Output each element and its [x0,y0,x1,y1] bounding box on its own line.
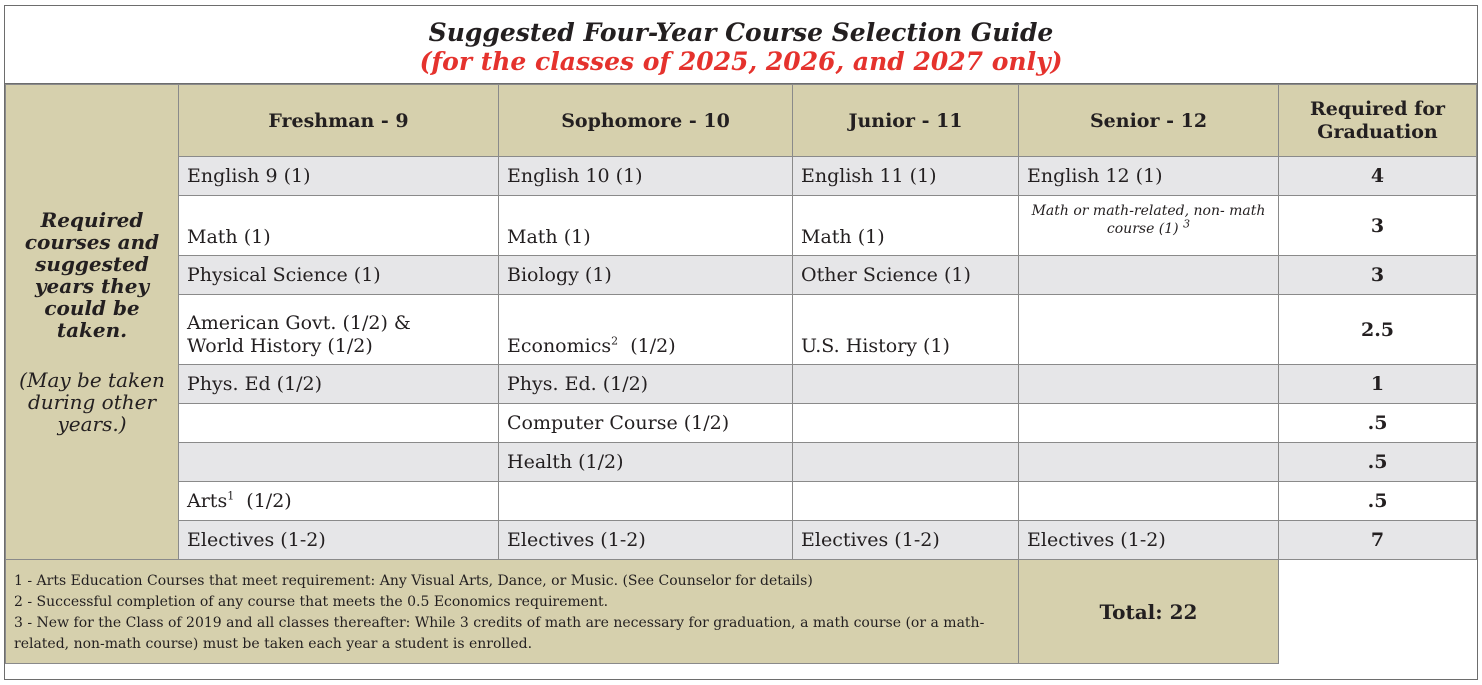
cell-junior [793,443,1019,482]
table-row [6,365,1477,404]
table-row [6,443,1477,482]
cell-sophomore: Biology (1) [499,256,793,295]
cell-required: 3 [1279,256,1477,295]
title-area [5,6,1477,84]
cell-senior: English 12 (1) [1019,157,1279,196]
cell-senior [1019,443,1279,482]
cell-junior: U.S. History (1) [793,295,1019,365]
cell-freshman: Electives (1-2) [179,521,499,560]
header-junior: Junior - 11 [793,85,1019,157]
cell-freshman [179,482,499,521]
cell-freshman: Math (1) [179,196,499,256]
cell-text: Arts [187,489,228,512]
table-row [6,256,1477,295]
cell-junior: Math (1) [793,196,1019,256]
table-row [6,482,1477,521]
cell-required: .5 [1279,404,1477,443]
side-label [6,85,179,560]
cell-freshman: English 9 (1) [179,157,499,196]
cell-junior: Other Science (1) [793,256,1019,295]
cell-freshman [179,443,499,482]
math-note-text: Math or math-related, non- math course (1) [1031,203,1266,237]
cell-sophomore [499,295,793,365]
cell-senior [1019,295,1279,365]
cell-senior [1019,404,1279,443]
table-row [6,295,1477,365]
cell-junior [793,404,1019,443]
cell-sophomore: Computer Course (1/2) [499,404,793,443]
cell-sophomore: Math (1) [499,196,793,256]
cell-text: Economics [507,335,612,357]
footnote-marker: 1 [227,489,235,503]
cell-line: World History (1/2) [187,335,373,357]
cell-sophomore: Health (1/2) [499,443,793,482]
cell-freshman [179,295,499,365]
cell-junior [793,365,1019,404]
header-senior: Senior - 12 [1019,85,1279,157]
course-guide [4,5,1478,680]
table-row [6,521,1477,560]
footnotes [6,560,1019,664]
cell-text: (1/2) [630,335,676,357]
footnote-1: 1 - Arts Education Courses that meet requirement: Any Visual Arts, Dance, or Music. (See Counselor for details) [14,572,813,589]
cell-required: 1 [1279,365,1477,404]
header-sophomore: Sophomore - 10 [499,85,793,157]
total-credits: Total: 22 [1019,560,1279,664]
course-table [5,84,1477,664]
cell-senior [1019,256,1279,295]
cell-required: .5 [1279,482,1477,521]
cell-senior: Electives (1-2) [1019,521,1279,560]
footnote-marker: 3 [1183,217,1191,231]
table-row [6,196,1477,256]
cell-freshman [179,404,499,443]
side-label-note: (May be taken during other years.) [19,368,165,436]
cell-freshman: Physical Science (1) [179,256,499,295]
footnote-2: 2 - Successful completion of any course that meets the 0.5 Economics requirement. [14,593,609,610]
cell-sophomore: Phys. Ed. (1/2) [499,365,793,404]
cell-junior: Electives (1-2) [793,521,1019,560]
page-title: Suggested Four-Year Course Selection Guide [428,18,1054,47]
cell-required: 2.5 [1279,295,1477,365]
cell-sophomore: Electives (1-2) [499,521,793,560]
footnotes-row [6,560,1477,664]
table-row [6,404,1477,443]
cell-text: (1/2) [246,489,292,512]
cell-senior [1019,365,1279,404]
page-subtitle: (for the classes of 2025, 2026, and 2027 only) [419,47,1063,76]
side-label-main: Required courses and suggested years they could be taken. [24,208,160,342]
cell-required: 3 [1279,196,1477,256]
footnote-3: 3 - New for the Class of 2019 and all classes thereafter: While 3 credits of math are necessary for graduation, a math course (or a math-related, non-math course) must be taken each year a student is enrolled. [14,614,985,652]
table-row [6,157,1477,196]
cell-freshman: Phys. Ed (1/2) [179,365,499,404]
header-freshman: Freshman - 9 [179,85,499,157]
cell-sophomore: English 10 (1) [499,157,793,196]
cell-senior [1019,482,1279,521]
header-required: Required for Graduation [1279,85,1477,157]
cell-junior [793,482,1019,521]
cell-sophomore [499,482,793,521]
cell-junior: English 11 (1) [793,157,1019,196]
footnote-marker: 2 [611,334,619,348]
cell-required: .5 [1279,443,1477,482]
cell-required: 4 [1279,157,1477,196]
cell-required: 7 [1279,521,1477,560]
cell-line: American Govt. (1/2) & [187,312,411,334]
cell-senior [1019,196,1279,256]
